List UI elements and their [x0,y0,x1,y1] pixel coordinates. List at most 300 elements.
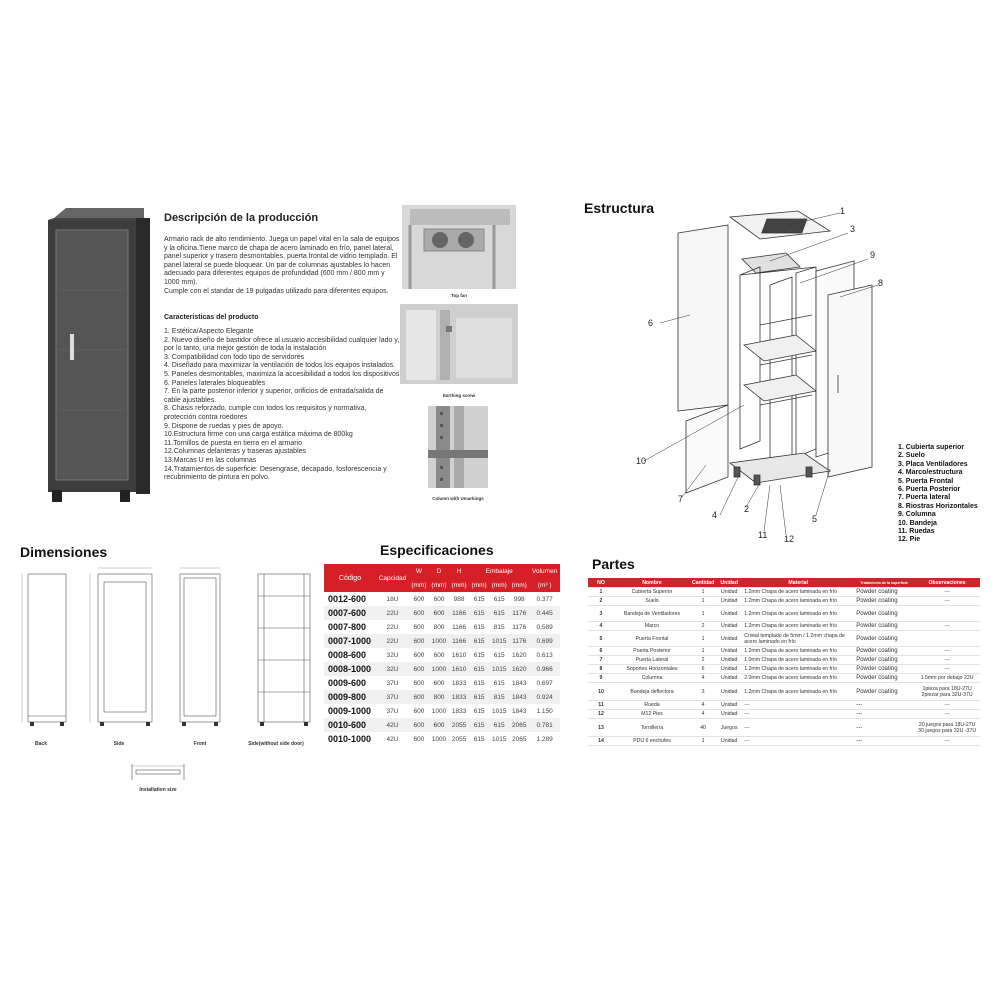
feature-item: 5. Paneles desmontables, maximiza la accesibilidad a todos los dispositivos [164,370,400,378]
callout-11: 11 [758,530,768,540]
parts-cell: Soportes Horizontales [614,665,690,674]
spec-row [324,704,560,718]
parts-cell: Juegos [716,719,742,737]
parts-row [588,710,980,719]
spec-cell: 600 [409,690,429,704]
spec-header-volume: Volumen [529,564,560,578]
spec-code: 0007-800 [328,622,367,632]
spec-cell: 800 [433,623,445,631]
parts-cell: 1.2mm Chapa de acero laminada en frío [742,606,854,622]
spec-row [324,676,560,690]
parts-cell: Powder coating [854,665,914,674]
spec-header-mm: (mm) [469,578,489,592]
parts-cell [914,631,980,647]
parts-cell: 4 [690,710,716,719]
spec-row [324,620,560,634]
parts-cell: --- [742,710,854,719]
specs-title: Especificaciones [380,542,494,558]
spec-cell: 1000 [431,707,447,715]
spec-row [324,606,560,620]
parts-cell: 1 [690,631,716,647]
parts-cell: 1.2mm Chapa de acero laminada en frío [742,647,854,656]
spec-cell: 0.377 [536,595,553,603]
spec-cell: 37U [386,679,399,687]
installation-size-drawing [126,762,190,782]
production-description-text-2: Cumple con el standar de 19 pulgadas utilizado para diferentes equipos. [164,287,389,295]
structure-legend [898,444,978,545]
parts-row [588,647,980,656]
callout-4: 4 [712,510,718,520]
feature-item: 8. Chasis reforzado, cumple con todos los requisitos y normativa, protección contra roedores [164,405,367,421]
parts-cell: --- [742,737,854,746]
parts-cell: Unidad [716,631,742,647]
parts-cell: --- [854,737,914,746]
production-title: Descripción de la producción [164,212,319,224]
feature-item: 11.Tornillos de puesta en tierra en el armario [164,439,303,447]
parts-cell: --- [854,701,914,710]
parts-cell: 40 [690,719,716,737]
spec-cell: 32U [376,662,409,676]
callout-2: 2 [744,504,750,514]
callout-1: 1 [840,206,846,216]
spec-header-h [449,564,469,578]
parts-header-notes: Observaciones [914,578,980,588]
spec-cell: 32U [386,651,399,659]
parts-cell: --- [914,665,980,674]
parts-cell: Powder coating [854,683,914,701]
spec-cell: 815 [493,623,505,631]
spec-cell: 1166 [452,623,467,631]
spec-cell: 1176 [509,606,529,620]
dimensions-title: Dimensiones [20,544,108,560]
spec-cell: 615 [493,651,505,659]
spec-cell: 2065 [512,735,527,743]
feature-item: 12.Columnas delanteras y traseras ajustables [164,448,307,456]
parts-cell: Unidad [716,647,742,656]
feature-item: 1. Estética/Aspecto Elegante [164,328,254,335]
spec-cell: 1833 [449,690,469,704]
parts-cell: Unidad [716,597,742,606]
spec-cell: 0.781 [529,718,560,732]
spec-cell: 0.445 [529,606,560,620]
spec-cell: 1000 [431,735,447,743]
parts-header-qty: Cantidad [692,579,715,586]
parts-cell: Powder coating [854,597,914,606]
spec-code: 0012-600 [328,594,367,604]
spec-cell: 600 [409,718,429,732]
spec-cell: 615 [473,595,485,603]
earthing-photo [400,304,518,384]
parts-cell: PDU 6 enchufes [614,737,690,746]
features-list [164,328,400,483]
spec-cell: 615 [493,595,505,603]
spec-cell: 1015 [489,662,509,676]
spec-cell: 1610 [449,662,469,676]
column-caption: Column with Umarkings [432,496,484,501]
production-description [164,236,400,296]
spec-cell: 615 [493,679,505,687]
parts-cell: 2.0mm Chapa de acero laminada en frío [742,674,854,683]
callout-6: 6 [648,318,654,328]
spec-code: 0009-1000 [328,706,372,716]
spec-cell: 815 [489,690,509,704]
parts-cell: Powder coating [854,656,914,665]
spec-cell: 615 [473,651,485,659]
spec-row [324,662,560,676]
cabinet-photo [44,206,154,506]
dim-view-front: Front [193,741,207,747]
parts-cell: 4 [690,674,716,683]
parts-cell: 3 [690,683,716,701]
spec-code: 0007-1000 [324,634,376,648]
spec-cell: 1015 [489,634,509,648]
production-description-text: Armario rack de alto rendimiento. Juega un papel vital en la sala de equipos y la oficina.Tiene marco de chapa de acero laminado en frío, panel lateral, panel superior y trasero desmontables, puerta frontal de vidrio templado. El panel lateral se puede bloquear. Un par de columnas ajustables lo hacen adecuado para diferentes equipos de profundidad (600 mm / 800 mm y 1000 mm). [164,236,400,286]
spec-cell: 1166 [449,634,469,648]
parts-cell: Cubierta Superior [614,588,690,597]
parts-cell: Unidad [716,665,742,674]
spec-cell: 0.697 [536,679,553,687]
parts-row [588,622,980,631]
spec-cell: 615 [473,623,485,631]
parts-cell: 1 [690,588,716,597]
spec-row [324,732,560,746]
parts-cell: Suelo [614,597,690,606]
top-fan-caption: Top fan [451,293,467,298]
spec-cell: 1833 [451,679,467,687]
spec-header-mm: (mm) [409,578,429,592]
spec-cell: 1620 [509,662,529,676]
spec-cell: 1610 [451,651,467,659]
feature-item: 9. Dispone de ruedas y pies de apoyo. [164,422,284,430]
specs-table-body [324,592,560,746]
callout-5: 5 [812,514,818,524]
parts-cell: --- [914,701,980,710]
parts-cell: 6 [690,665,716,674]
parts-cell: 2 [690,622,716,631]
spec-cell: 988 [453,595,465,603]
structure-title: Estructura [584,200,655,216]
parts-title: Partes [592,556,635,572]
spec-cell: 600 [413,735,425,743]
legend-item: 2. Suelo [898,452,925,460]
spec-cell: 37U [376,690,409,704]
spec-cell: 615 [469,690,489,704]
parts-row [588,674,980,683]
parts-cell: Powder coating [854,647,914,656]
spec-cell: 615 [469,662,489,676]
spec-cell: 600 [433,651,445,659]
spec-cell: 615 [469,718,489,732]
spec-cell: 1015 [491,707,507,715]
parts-cell: Marco [614,622,690,631]
feature-item: 14.Tratamientos de superficie: Desengrase, decapado, fosforescencia y recubrimiento de pintura en polvo. [164,465,387,482]
spec-row [324,634,560,648]
dim-view-side-no-door: Side(without side door) [248,741,304,747]
parts-cell: --- [914,588,980,597]
dim-view-back: Back [35,741,47,747]
spec-cell: 1176 [512,623,527,631]
parts-cell: 20 juegos para 18U-27U 30 juegos para 32U -37U [914,719,980,737]
parts-number: 9 [588,674,614,683]
spec-cell: 600 [429,606,449,620]
spec-cell: 1843 [509,690,529,704]
callout-8: 8 [878,278,884,288]
spec-cell: 2055 [451,735,467,743]
parts-row [588,656,980,665]
parts-cell: Bandeja de Ventiladores [614,606,690,622]
parts-cell: Powder coating [854,631,914,647]
spec-code: 0008-1000 [324,662,376,676]
spec-code: 0009-800 [324,690,376,704]
spec-cell: 2055 [449,718,469,732]
parts-number: 8 [588,665,614,674]
parts-cell: Unidad [716,588,742,597]
spec-cell: 1015 [491,735,507,743]
spec-cell: 1833 [451,707,467,715]
parts-header-treatment: Tratamiento de la superficie [854,578,914,588]
spec-cell: 22U [376,634,409,648]
parts-cell: --- [914,737,980,746]
spec-cell: 600 [413,595,425,603]
spec-cell: 0.966 [529,662,560,676]
dim-view-side: Side [113,741,125,747]
legend-item: 5. Puerta Frontal [898,477,954,485]
parts-cell: 1.2mm Chapa de acero laminada en frío [742,683,854,701]
parts-number: 12 [588,710,614,719]
spec-header-d [429,564,449,578]
feature-item: 6. Paneles laterales bloqueables [164,379,266,387]
parts-cell: --- [854,710,914,719]
spec-cell: 600 [433,595,445,603]
spec-cell: 600 [413,707,425,715]
legend-item: 9. Columna [898,511,936,519]
spec-cell: 615 [489,606,509,620]
spec-header-mm: (mm) [449,578,469,592]
parts-cell: Unidad [716,701,742,710]
spec-cell: 1620 [512,651,527,659]
spec-row [324,592,560,606]
parts-header-material: Material [742,578,854,588]
callout-12: 12 [784,534,795,544]
spec-cell: 615 [473,679,485,687]
specs-table [324,564,560,746]
spec-cell: 1.289 [536,735,553,743]
parts-cell: Unidad [716,710,742,719]
spec-cell: 600 [409,606,429,620]
parts-cell: Powder coating [854,588,914,597]
spec-cell: 1843 [512,707,527,715]
spec-cell: 615 [469,606,489,620]
legend-item: 8. Riostras Horizontales [898,502,978,510]
earthing-caption: Earthing screw [442,393,476,398]
spec-cell: 22U [386,623,399,631]
legend-item: 4. Marco/estructura [898,469,963,477]
legend-item: 12. Pie [898,536,921,544]
spec-code: 0007-600 [324,606,376,620]
spec-cell: 42U [386,735,399,743]
spec-cell: 18U [386,595,399,603]
parts-number: 10 [588,683,614,701]
dimension-drawings [18,566,328,736]
parts-cell: Unidad [716,656,742,665]
spec-cell: 2065 [509,718,529,732]
parts-cell: --- [854,719,914,737]
parts-row [588,737,980,746]
parts-cell: --- [742,701,854,710]
spec-cell: 600 [433,679,445,687]
spec-row [324,648,560,662]
spec-cell: 600 [413,623,425,631]
parts-cell: --- [914,597,980,606]
spec-header-mm: (mm) [429,578,449,592]
parts-row [588,588,980,597]
parts-cell: Puerta Posterior [614,647,690,656]
parts-cell: 1pieza para 18U-27U 2piezar para 32U-37U [914,683,980,701]
parts-cell: Tornillería [614,719,690,737]
spec-code: 0009-600 [328,678,367,688]
spec-header-code: Código [324,564,376,592]
parts-cell: Cristal templado de 5mm / 1.2mm chapa de acero laminado en frío [742,631,854,647]
parts-cell: 1 [690,606,716,622]
spec-cell: 0.699 [529,634,560,648]
parts-cell: M12 Pies [614,710,690,719]
spec-cell: 1166 [449,606,469,620]
parts-cell: 1 [690,737,716,746]
legend-item: 10. Bandeja [898,519,937,527]
legend-item: 6. Puerta Posterior [898,486,961,494]
parts-cell: Unidad [716,674,742,683]
spec-header-d-letter: D [436,567,442,575]
parts-cell: 2 [690,656,716,665]
parts-row [588,606,980,622]
parts-cell: Puerta Frontal [614,631,690,647]
spec-code: 0008-600 [328,650,367,660]
callout-9: 9 [870,250,876,260]
parts-cell: --- [914,710,980,719]
parts-cell: Bandeja deflectora [614,683,690,701]
parts-number: 1 [588,588,614,597]
parts-row [588,631,980,647]
parts-cell: 1.2mm Chapa de acero laminada en frío [742,597,854,606]
parts-cell: Unidad [716,622,742,631]
parts-cell: Powder coating [854,606,914,622]
parts-cell: 1 [690,597,716,606]
spec-cell: 600 [409,662,429,676]
legend-item: 11. Ruedas [898,528,935,536]
parts-cell: 1.5mm por debajo 22U [914,674,980,683]
callout-3: 3 [850,224,856,234]
parts-cell: --- [742,719,854,737]
feature-item: 2. Nuevo diseño de bastidor ofrece al usuario accesibilidad cualquier lado y, por lo tanto, una mejor gestión de toda la instalación [164,336,400,353]
spec-header-m3: (m³ ) [529,578,560,592]
spec-cell: 600 [409,634,429,648]
spec-cell: 615 [469,634,489,648]
callout-7: 7 [678,494,684,504]
parts-cell: Unidad [716,683,742,701]
spec-row [324,690,560,704]
feature-item: 4. Diseñado para maximizar la ventilación de todos los equipos instalados. [164,362,396,370]
spec-header-w-letter: W [415,567,423,575]
parts-row [588,683,980,701]
spec-header-h-letter: H [456,567,462,575]
parts-cell: 1.0mm Chapa de acero laminada en frío [742,656,854,665]
spec-cell: 600 [413,651,425,659]
parts-header-name: Nombre [614,578,690,588]
spec-code: 0010-1000 [328,734,372,744]
spec-cell: 600 [429,718,449,732]
spec-cell: 0.589 [536,623,553,631]
features-title: Caracteristicas del producto [164,314,259,321]
parts-row [588,597,980,606]
parts-number: 6 [588,647,614,656]
spec-cell: 0.924 [529,690,560,704]
parts-number: 13 [588,719,614,737]
spec-header-mm: (mm) [489,578,509,592]
spec-cell: 1176 [509,634,529,648]
parts-number: 11 [588,701,614,710]
structure-exploded-diagram [620,205,890,550]
parts-number: 14 [588,737,614,746]
parts-table [588,578,980,746]
spec-cell: 800 [429,690,449,704]
parts-cell: Powder coating [854,622,914,631]
parts-cell [914,606,980,622]
parts-cell: --- [914,622,980,631]
parts-cell: Unidad [716,606,742,622]
spec-cell: 615 [489,718,509,732]
parts-cell: 1 [690,647,716,656]
feature-item: 3. Compatibilidad con todo tipo de servidores [164,353,305,361]
spec-header-mm: (mm) [509,578,529,592]
spec-row [324,718,560,732]
parts-number: 2 [588,597,614,606]
spec-header-packing: Embalaje [469,564,529,578]
column-photo [428,406,488,488]
parts-number: 4 [588,622,614,631]
parts-table-body [588,588,980,746]
spec-header-capacity: Capcidad [376,564,409,592]
parts-number: 5 [588,631,614,647]
top-fan-photo [402,205,516,289]
parts-cell: Rueda [614,701,690,710]
parts-number: 3 [588,606,614,622]
spec-cell: 37U [386,707,399,715]
spec-code: 0010-600 [324,718,376,732]
spec-cell: 1.150 [536,707,553,715]
parts-header-unit: Unidad [716,578,742,588]
parts-cell: Puerta Lateral [614,656,690,665]
spec-cell: 615 [473,735,485,743]
parts-cell: --- [914,656,980,665]
callout-10: 10 [636,456,647,466]
parts-cell: 1.2mm Chapa de acero laminada en frío [742,665,854,674]
parts-cell: --- [914,647,980,656]
parts-header-no: NO [588,578,614,588]
feature-item: 10.Estructura firme con una carga estática máxima de 800kg [164,431,353,439]
parts-cell: Unidad [716,737,742,746]
parts-row [588,719,980,737]
parts-cell: Columna [614,674,690,683]
parts-cell: 4 [690,701,716,710]
installation-size-label: Installation size [139,787,177,793]
spec-cell: 22U [376,606,409,620]
parts-cell: 1.2mm Chapa de acero laminada en frío [742,588,854,597]
spec-cell: 1000 [429,662,449,676]
legend-item: 3. Placa Ventiladores [898,460,968,468]
spec-cell: 998 [513,595,525,603]
parts-row [588,665,980,674]
feature-item: 13.Marcas U en las columnas [164,456,257,464]
